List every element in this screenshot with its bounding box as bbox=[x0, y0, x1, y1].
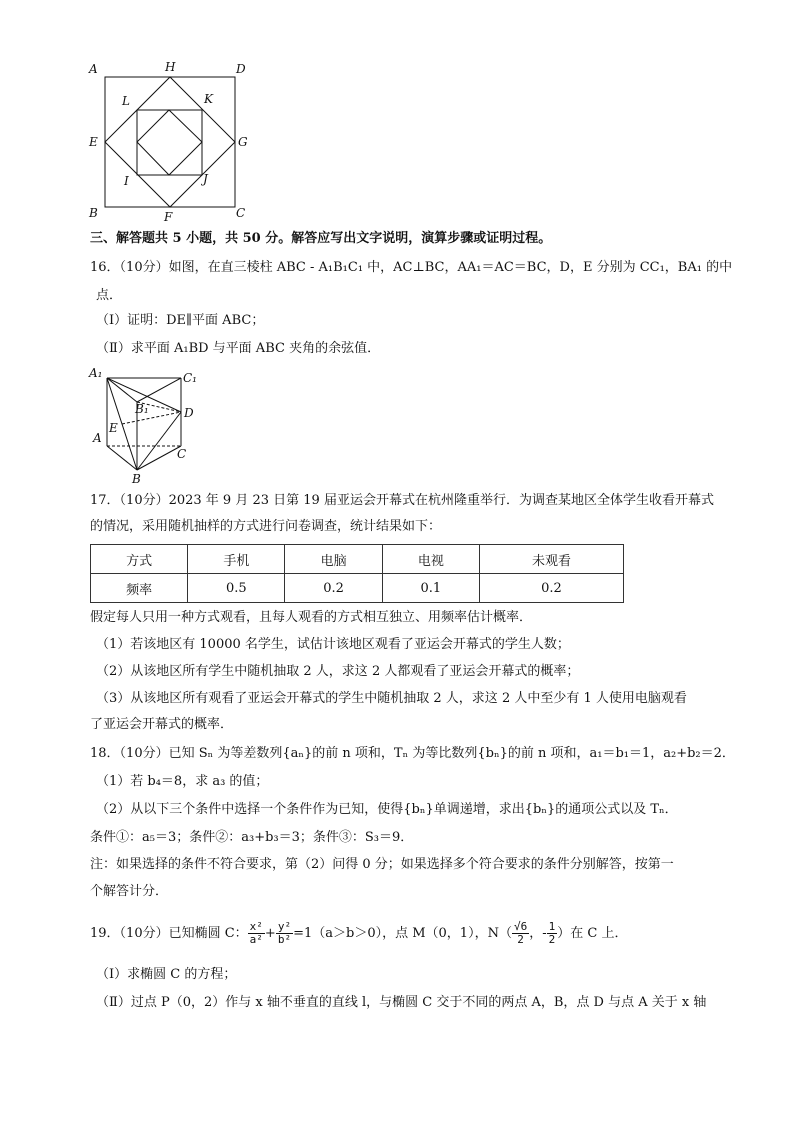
table-header: 手机 bbox=[188, 545, 285, 574]
q19-prefix: 19．（10分）已知椭圆 C： bbox=[90, 926, 248, 941]
label-D: D bbox=[184, 406, 194, 420]
label-I: I bbox=[124, 174, 129, 188]
q18-note2: 个解答计分． bbox=[90, 884, 169, 899]
q16-line2: 点． bbox=[96, 288, 123, 303]
q17-part3a: （3）从该地区所有观看了亚运会开幕式的学生中随机抽取 2 人，求这 2 人中至少有 1 人使用电脑观看 bbox=[96, 691, 687, 706]
label-B: B bbox=[89, 206, 98, 220]
label-H: H bbox=[165, 60, 176, 74]
label-C: C bbox=[177, 447, 187, 461]
table-row-label: 频率 bbox=[91, 574, 188, 603]
table-cell: 0.2 bbox=[479, 574, 623, 603]
frequency-table bbox=[90, 544, 624, 603]
table-cell: 0.2 bbox=[285, 574, 382, 603]
label-A1: A₁ bbox=[89, 366, 103, 380]
table-header: 方式 bbox=[91, 545, 188, 574]
q18-part2: （2）从以下三个条件中选择一个条件作为已知，使得{bₙ}单调递增，求出{bₙ}的通项公式以及 Tₙ． bbox=[96, 802, 678, 817]
q17-line2: 的情况，采用随机抽样的方式进行问卷调查，统计结果如下： bbox=[90, 519, 442, 534]
label-K: K bbox=[204, 92, 213, 106]
label-J: J bbox=[203, 172, 208, 186]
label-C: C bbox=[236, 206, 246, 220]
q16-line1: 16．（10分）如图，在直三棱柱 ABC - A₁B₁C₁ 中，AC⊥BC，AA₁＝AC＝BC，D，E 分别为 CC₁，BA₁ 的中 bbox=[90, 260, 733, 275]
q17-line1: 17．（10分）2023 年 9 月 23 日第 19 届亚运会开幕式在杭州隆重举行．为调查某地区全体学生收看开幕式 bbox=[90, 493, 714, 508]
q19-part2: （Ⅱ）过点 P（0，2）作与 x 轴不垂直的直线 l，与椭圆 C 交于不同的两点 A，B，点 D 与点 A 关于 x 轴 bbox=[96, 995, 707, 1010]
innermost-square bbox=[137, 110, 202, 175]
fraction-y2-b2: $\frac{\text{y²}}{\text{b²}}$ bbox=[277, 920, 292, 946]
table-cell: 0.1 bbox=[382, 574, 479, 603]
q18-part1: （1）若 b₄＝8，求 a₃ 的值； bbox=[96, 774, 269, 789]
fraction-sqrt6-2: $\frac{√6}{2}$ bbox=[513, 920, 528, 946]
q17-part3b: 了亚运会开幕式的概率． bbox=[90, 717, 234, 732]
q17-part2: （2）从该地区所有学生中随机抽取 2 人，求这 2 人都观看了亚运会开幕式的概率； bbox=[96, 664, 580, 679]
q18-note1: 注：如果选择的条件不符合要求，第（2）问得 0 分；如果选择多个符合要求的条件分别解答，按第一 bbox=[90, 857, 674, 872]
fraction-x2-a2: $\frac{\text{x²}}{\text{a²}}$ bbox=[249, 920, 263, 946]
q18-line1: 18．（10分）已知 Sₙ 为等差数列{aₙ}的前 n 项和，Tₙ 为等比数列{bₙ}的前 n 项和，a₁＝b₁＝1，a₂+b₂＝2． bbox=[90, 746, 735, 761]
label-C1: C₁ bbox=[183, 371, 197, 385]
label-A: A bbox=[89, 62, 98, 76]
q16-part1: （Ⅰ）证明：DE∥平面 ABC； bbox=[96, 313, 265, 328]
q17-part1: （1）若该地区有 10000 名学生，试估计该地区观看了亚运会开幕式的学生人数； bbox=[96, 637, 570, 652]
table-header: 未观看 bbox=[479, 545, 623, 574]
q19-tail: ）在 C 上． bbox=[557, 926, 628, 941]
q19-sep: ，- bbox=[529, 926, 547, 941]
label-E: E bbox=[109, 421, 118, 435]
q18-conditions: 条件①：a₅＝3；条件②：a₃+b₃＝3；条件③：S₃＝9． bbox=[90, 830, 414, 845]
inner-square bbox=[137, 110, 202, 175]
label-L: L bbox=[122, 94, 130, 108]
table-header-row bbox=[91, 545, 624, 574]
label-G: G bbox=[238, 135, 248, 149]
prism-figure bbox=[85, 362, 205, 486]
q19-part1: （Ⅰ）求椭圆 C 的方程； bbox=[96, 967, 237, 982]
table-row bbox=[91, 574, 624, 603]
table-header: 电视 bbox=[382, 545, 479, 574]
label-B1: B₁ bbox=[135, 402, 149, 416]
fraction-1-2: $\frac{1}{2}$ bbox=[548, 920, 556, 946]
label-F: F bbox=[164, 210, 173, 224]
q16-part2: （Ⅱ）求平面 A₁BD 与平面 ABC 夹角的余弦值． bbox=[96, 341, 381, 356]
nested-squares-figure bbox=[80, 55, 260, 227]
label-A: A bbox=[93, 431, 102, 445]
q19-line1: 19．（10分）已知椭圆 C： $\frac{\text{x²}}{\text{a²}}$ + $\frac{\text{y²}}{\text{b²}}$ =1（a＞b＞0），点 M（0，1），N（ $\frac{√6}{2}$ ，- $\frac{1}{2}$ ）在 C 上． bbox=[90, 920, 628, 946]
table-header: 电脑 bbox=[285, 545, 382, 574]
label-E: E bbox=[89, 135, 98, 149]
label-B: B bbox=[132, 472, 141, 486]
label-D: D bbox=[236, 62, 246, 76]
table-cell: 0.5 bbox=[188, 574, 285, 603]
q19-eq: =1（a＞b＞0），点 M（0，1），N（ bbox=[293, 926, 512, 941]
section-heading: 三、解答题共 5 小题，共 50 分。解答应写出文字说明，演算步骤或证明过程。 bbox=[90, 231, 552, 246]
q17-assumption: 假定每人只用一种方式观看，且每人观看的方式相互独立、用频率估计概率． bbox=[90, 610, 533, 625]
